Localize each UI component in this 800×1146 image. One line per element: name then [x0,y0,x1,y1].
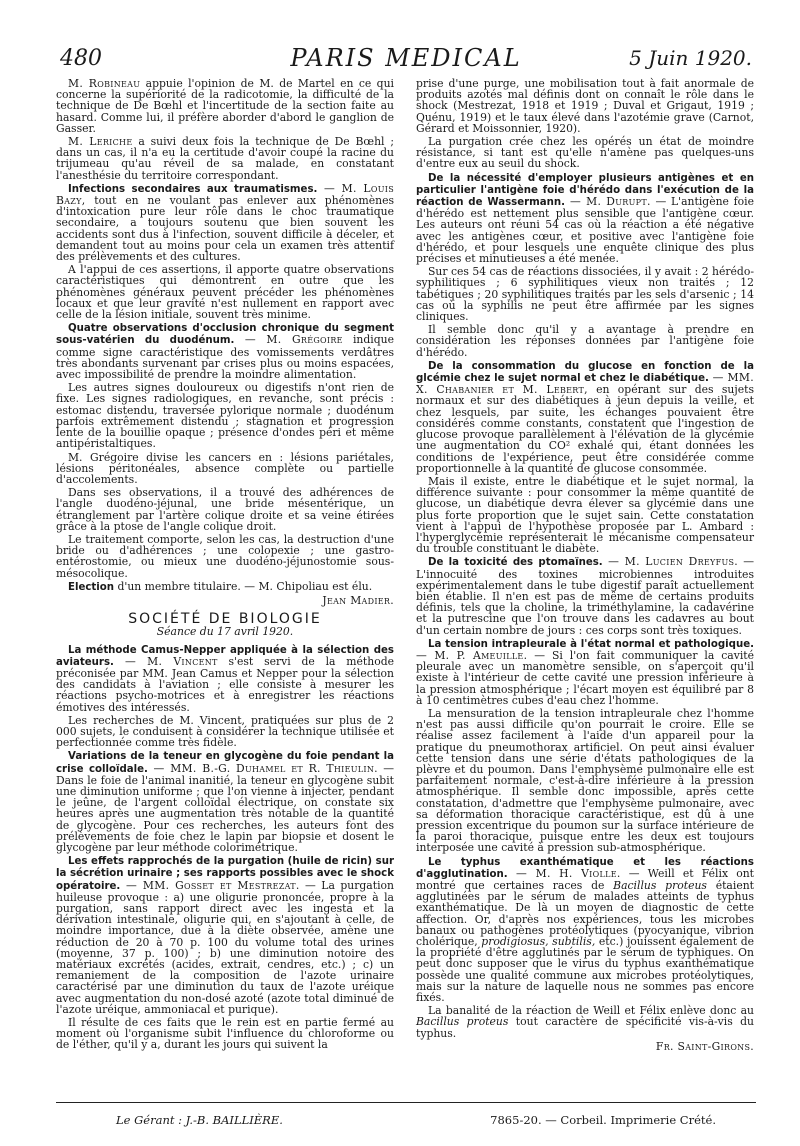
page-number: 480 [60,46,102,71]
gerant-line: Le Gérant : J.-B. BAILLIÈRE. [116,1113,283,1127]
abstract-heading: De la consommation du glucose en fonction de la glcémie chez le sujet normal et chez le diabétique. [416,360,754,385]
printer-line: 7865-20. — Corbeil. Imprimerie Crété. [490,1113,716,1127]
abstract-heading: La tension intrapleurale à l'état normal et pathologique. [428,638,754,650]
section-subtitle: Séance du 17 avril 1920. [156,625,294,639]
abstract-heading: De la nécessité d'employer plusieurs antigènes et en particulier l'antigène foie d'hérédo dans l'exécution de la réaction de Wassermann. [416,172,754,209]
paragraph: M. Robineau appuie l'opinion de M. de Martel en ce qui concerne la supériorité de la radicotomie, la difficulté de la technique de De Bœhl et l'incertitude de la section faite au hasard. Comme lui, il préfère aborder d'abord le ganglion de Gasser. [56,77,394,135]
journal-page [56,38,756,1138]
election-note: Election d'un membre titulaire. — M. Chipoliau est élu. [68,579,373,593]
abstract-heading: De la toxicité des ptomaïnes. [428,557,603,569]
paragraph: prise d'une purge, une mobilisation tout à fait anormale de produits azotés mal définis dont on connaît le rôle dans le shock (Mestrezat, 1918 et 1919 ; Duval et Grigaut, 1919 ; Quénu, 1919) et le taux élevé dans l'azotémie grave (Carnot, Gérard et Moissonnier, 1920). [416,77,754,135]
abstract-purgation: Les effets rapprochés de la purgation (huile de ricin) sur la sécrétion urinaire ; ses rapports possibles avec le shock opératoire. — MM. Gosset et Mestrezat. — La purgation huileuse provoque : a) une oligurie prononcée, propre à la purgation, sans rapport direct avec les ingesta et la dérivation intestinale, oligurie qui, en s'ajoutant à celle, de moindre importance, due à la diète observée, amène une réduction de 20 à 70 p. 100 du volume total des urines (moyenne, 37 p. 100) ; b) une diminution notoire des matériaux excrétés (acides, extrait, cendres, etc.) ; c) un remaniement de la composition de l'azote urinaire caractérisé par une diminution du taux de l'azote uréique avec augmentation du non-dosé azoté (azote total diminué de l'azote uréique, ammoniacal et purique). [56,856,394,1016]
abstract-heading: Le typhus exanthématique et les réactions d'agglutination. [416,856,754,880]
signature: Fr. Saint-Girons. [655,1039,754,1053]
abstract-heading: Variations de la teneur en glycogène du foie pendant la crise colloïdale. [56,751,394,775]
abstract-ptomaines: De la toxicité des ptomaïnes. — M. Lucien Dreyfus. — L'innocuité des toxines microbiennes introduites expérimentalement dans le tube digestif paraît actuellement bien établie. Il n'en est pas de même de certains produits définis, tels que la choline, la triméthylamine, la cadavérine et la putrescine que l'on trouve dans les cadavres au bout d'un certain nombre de jours : ces corps sont très toxiques. [416,555,755,637]
abstract-glycogene: Variations de la teneur en glycogène du foie pendant la crise colloïdale. — MM. B.-G. Duhamel et R. Thieulin. — Dans le foie de l'animal inanitié, la teneur en glycogène subit une diminution uniforme ; que l'on vienne à injecter, pendant le jeûne, de l'argent colloïdal électrique, on constate six heures après une augmentation très notable de la quantité de glycogène. Pour ces recherches, les auteurs font des prélèvements de foie chez le lapin par biopsie et dosent le glycogène par leur méthode colorimétrique. [56,751,394,854]
abstract-heading: Infections secondaires aux traumatismes. [68,183,318,195]
paragraph: La purgation crée chez les opérés un état de moindre résistance, si tant est qu'elle n'amène pas quelques-uns d'entre eux au seuil du shock. [416,135,754,171]
paragraph: La mensuration de la tension intrapleurale chez l'homme n'est pas aussi difficile qu'on pourrait le croire. Elle se réalise assez facilement à l'aide d'un appareil pour la pratique du pneumothorax artificiel. On peut ainsi évaluer cette tension dans une série d'états pathologiques de la plèvre et du poumon. Dans l'emphysème pulmonaire elle est parfaitement normale, c'est-à-dire inférieure à la pression atmosphérique. Il semble donc impossible, après cette constatation, d'admettre que l'emphysème pulmonaire, avec sa déformation thoracique caractéristique, est dû à une pression excentrique du poumon sur la surface intérieure de la paroi thoracique, puisque entre les deux est toujours interposée une cavité à pression sub-atmosphérique. [416,706,754,855]
section-title: SOCIÉTÉ DE BIOLOGIE [128,611,322,628]
right-column [416,78,754,1054]
paragraph: Mais il existe, entre le diabétique et le sujet normal, la différence suivante : pour consommer la même quantité de glucose, un diabétique devra élever sa glycémie dans une plus forte proportion que le sujet sain. Cette constatation vient à l'appui de l'hypothèse proposée par L. Ambard : l'hyperglycémie représenterait le mécanisme compensateur du trouble constituant le diabète. [416,474,754,556]
abstract-wassermann: De la nécessité d'employer plusieurs antigènes et en particulier l'antigène foie d'hérédo dans l'exécution de la réaction de Wassermann. — M. Durupt. — L'antigène foie d'hérédo est nettement plus sensible que l'antigène cœur. Les auteurs ont réuni 54 cas où la réaction a été négative avec les antigènes cœur, et positive avec l'antigène foie d'hérédo, et pour lesquels une enquête clinique des plus précises et minutieuses a été menée. [416,172,755,266]
abstract-glucose: De la consommation du glucose en fonction de la glcémie chez le sujet normal et chez le diabétique. — MM. X. Chabanier et M. Lebert, en opérant sur des sujets normaux et sur des diabétiques à jeun depuis la veille, et chez lesquels, par suite, les échanges pouvaient être considérés comme constants, constatent que l'ingestion de glucose provoque parallèlement à l'élévation de la glycémie une augmentation du CO² exhalé qui, étant données les conditions de l'expérience, peut être considérée comme proportionnelle à la quantité de glucose consommée. [416,360,754,475]
abstract-heading: Quatre observations d'occlusion chronique du segment sous-vatérien du duodénum. [56,323,394,347]
paragraph: M. Leriche a suivi deux fois la technique de De Bœhl ; dans un cas, il n'a eu la certitude d'avoir coupé la racine du trijumeau qu'au réveil de sa malade, en constatant l'anesthésie du territoire correspondant. [56,135,394,182]
paragraph: Le traitement comporte, selon les cas, la destruction d'une bride ou d'adhérences ; une colopexie ; une gastro-entérostomie, ou mieux une duodéno-jéjunostomie sous-mésocolique. [56,532,394,580]
signature: Jean Madier. [322,593,394,607]
paragraph: Dans ses observations, il a trouvé des adhérences de l'angle duodéno-jéjunal, une bride mésentérique, un étranglement par l'artère colique droite et sa veine étirées grâce à la ptose de l'angle colique droit. [56,486,394,533]
abstract-camus-nepper: La méthode Camus-Nepper appliquée à la sélection des aviateurs. — M. Vincent s'est servi de la méthode préconisée par MM. Jean Camus et Nepper pour la sélection des candidats à l'aviation ; elle consiste à mesurer les réactions psycho-motrices et à enregistrer les réactions émotives des intéressés. [56,644,395,714]
paragraph: Les autres signes douloureux ou digestifs n'ont rien de fixe. Les signes radiologiques, en revanche, sont précis : estomac distendu, traversée pylorique normale ; duodénum parfois extrêmement distendu ; stagnation et progression lente de la bouillie opaque ; présence d'ondes péri et même antipéristaltiques. [56,381,394,451]
paragraph: La banalité de la réaction de Weill et Félix enlève donc au Bacillus proteus tout caractère de spécificité vis-à-vis du typhus. [416,1004,754,1040]
abstract-heading: Les effets rapprochés de la purgation (huile de ricin) sur la sécrétion urinaire ; ses rapports possibles avec le shock opératoire. [56,856,394,892]
paragraph: Sur ces 54 cas de réactions dissociées, il y avait : 2 hérédo-syphilitiques ; 6 syphilitiques vieux non traités ; 12 tabétiques ; 20 syphilitiques traités par les sels d'arsenic ; 14 cas où la syphilis ne peut être affirmée par les signes cliniques. [416,265,754,324]
page-footer [56,1102,756,1133]
left-column [56,78,394,1053]
paragraph: Il semble donc qu'il y a avantage à prendre en considération les réponses données par l'antigène foie d'hérédo. [416,323,754,359]
paragraph: Il résulte de ces faits que le rein est en partie fermé au moment où l'organisme subit l'influence du chloroforme ou de l'éther, qu'il y a, durant les jours qui suivent la [56,1016,394,1052]
abstract-occlusion: Quatre observations d'occlusion chronique du segment sous-vatérien du duodénum. — M. Grégoire indique comme signe caractéristique des vomissements verdâtres très abondants survenant par crises plus ou moins espacées, avec impossibilité de prendre la moindre alimentation. [56,323,394,382]
paragraph: A l'appui de ces assertions, il apporte quatre observations caractéristiques qui démontrent en outre que les phénomènes généraux peuvent précéder les phénomènes locaux et que leur gravité n'est nullement en rapport avec celle de la lésion initiale, souvent très minime. [56,263,394,322]
abstract-infections: Infections secondaires aux traumatismes. — M. Louis Bazy, tout en ne voulant pas enlever aux phénomènes d'intoxication pure leur rôle dans le choc traumatique secondaire, a toujours soutenu que bien souvent les accidents sont dus à l'infection, souvent difficile à déceler, et demandent tout au moins pour cela un examen très attentif des prélèvements et des cultures. [56,181,394,264]
paragraph: Les recherches de M. Vincent, pratiquées sur plus de 2 000 sujets, le conduisent à considérer la technique utilisée et perfectionnée comme très fidèle. [56,713,394,750]
page-header [56,38,756,74]
paragraph: M. Grégoire divise les cancers en : lésions pariétales, lésions péritonéales, absence complète ou partielle d'accolements. [56,450,394,486]
issue-date: 5 Juin 1920. [629,46,752,70]
abstract-heading: La méthode Camus-Nepper appliquée à la sélection des aviateurs. [56,644,394,668]
abstract-typhus: Le typhus exanthématique et les réactions d'agglutination. — M. H. Violle. — Weill et Félix ont montré que certaines races de Bacillus proteus étaient agglutinées par le sérum de malades atteints de typhus exanthématique. De là un moyen de diagnostic de cette affection. Or, d'après nos expériences, tous les microbes banaux ou pathogènes protéolytiques (pyocyanique, vibrion cholérique, prodigiosus, subtilis, etc.) jouissent également de la propriété d'être agglutinés par le sérum de typhiques. On peut donc supposer que le virus du typhus exanthématique possède une qualité commune aux microbes protéolytiques, mais sur la nature de laquelle nous ne sommes pas encore fixés. [416,856,755,1005]
journal-title: PARIS MEDICAL [290,44,522,72]
abstract-tension: La tension intrapleurale à l'état normal et pathologique. — M. P. Ameuille. — Si l'on fait communiquer la cavité pleurale avec un manomètre sensible, on s'aperçoit qu'il existe à l'intérieur de cette cavité une pression inférieure à la pression atmosphérique ; l'écart moyen est équilibré par 8 à 10 centimètres cubes d'eau chez l'homme. [416,638,754,707]
